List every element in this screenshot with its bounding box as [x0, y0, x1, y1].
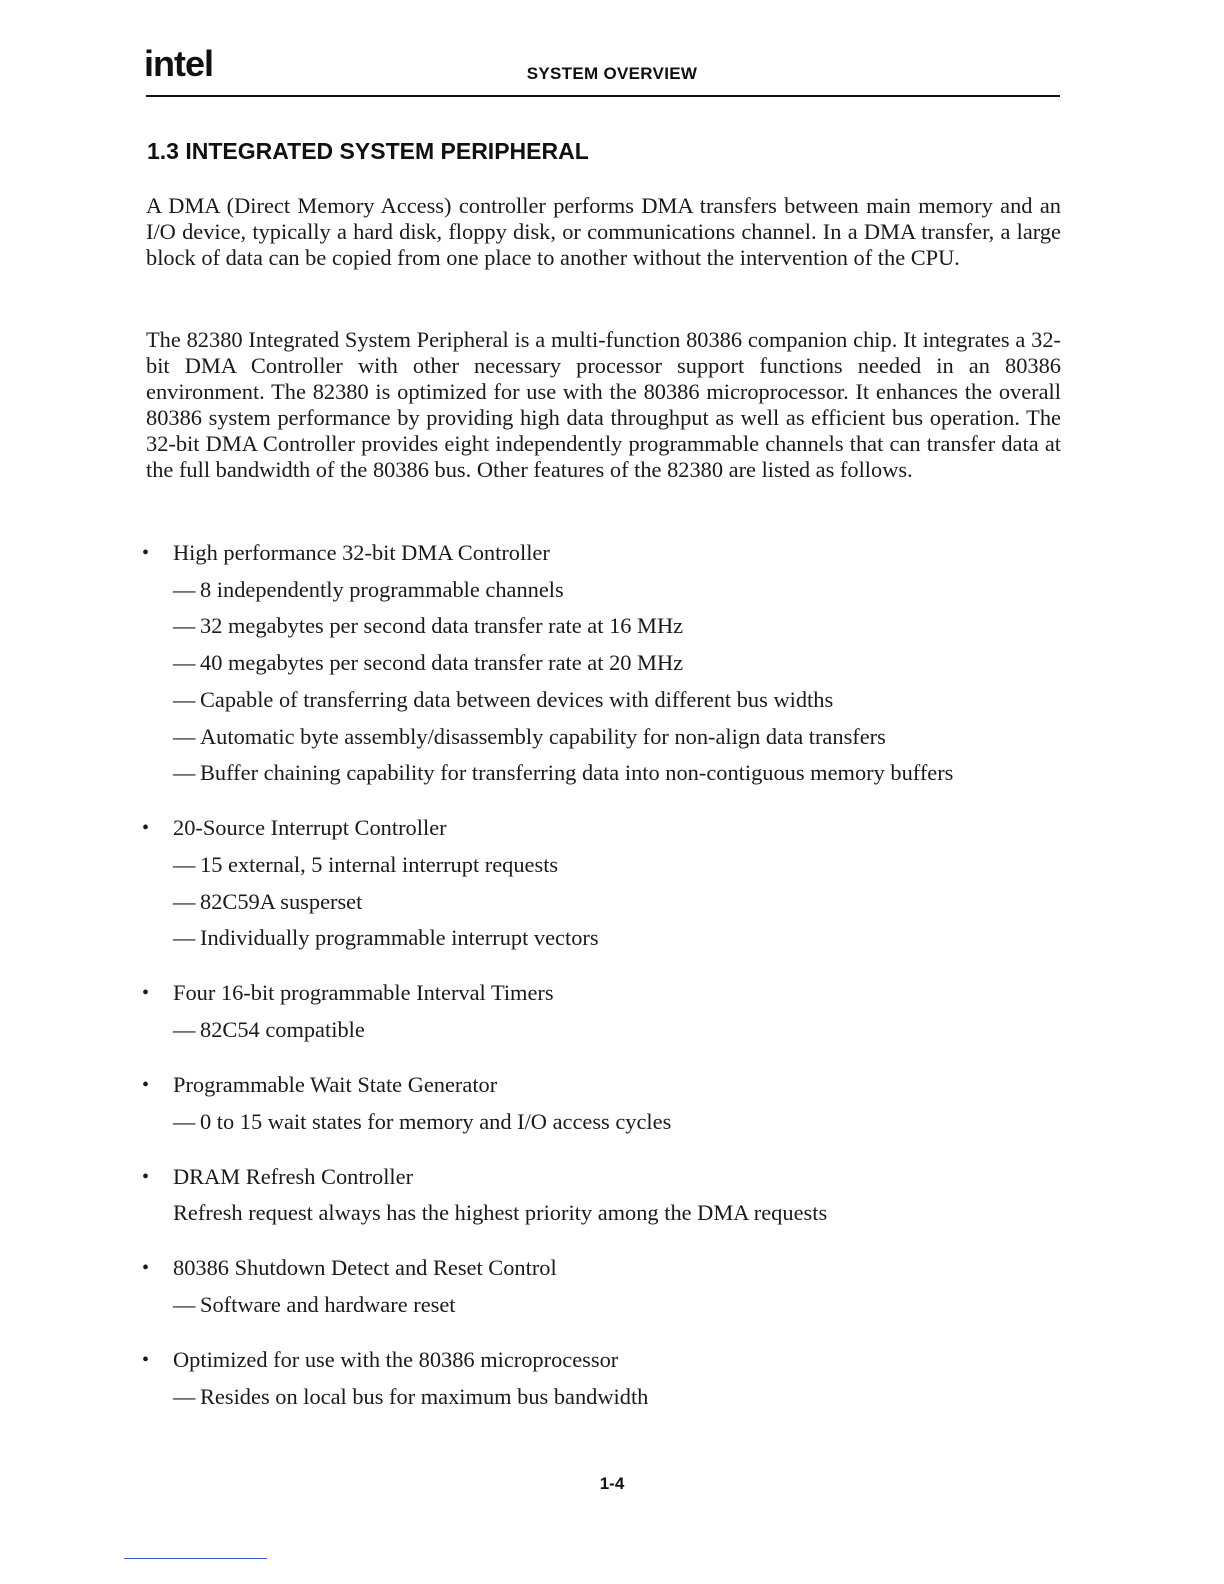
feature-item [142, 810, 1061, 957]
dash-icon: — [173, 1292, 196, 1318]
bullet-icon: • [142, 1349, 150, 1372]
feature-note: Refresh request always has the highest priority among the DMA requests [173, 1200, 828, 1226]
dash-icon: — [173, 1383, 196, 1409]
feature-subitem: — Individually programmable interrupt vectors [173, 920, 1061, 957]
feature-title: Optimized for use with the 80386 microprocessor [173, 1347, 619, 1373]
feature-subitem: — Software and hardware reset [173, 1287, 1061, 1324]
dash-icon: — [173, 925, 196, 951]
feature-subitem: — 8 independently programmable channels [173, 572, 1061, 609]
dash-icon: — [173, 888, 196, 914]
intel-logo: intel [144, 43, 214, 84]
feature-title: DRAM Refresh Controller [173, 1163, 414, 1189]
feature-item [142, 1342, 1061, 1415]
feature-subitem: — Buffer chaining capability for transferring data into non-contiguous memory buffers [173, 755, 1061, 792]
feature-title: Four 16-bit programmable Interval Timers [173, 980, 554, 1006]
feature-subitem: — Capable of transferring data between devices with different bus widths [173, 682, 1061, 719]
feature-subitem: — Automatic byte assembly/disassembly capability for non-align data transfers [173, 719, 1061, 756]
running-header: SYSTEM OVERVIEW [526, 64, 698, 83]
bullet-icon: • [142, 1257, 150, 1280]
feature-subitem: — 82C54 compatible [173, 1012, 1061, 1049]
feature-title: 80386 Shutdown Detect and Reset Control [173, 1255, 557, 1281]
feature-subitem: — 82C59A susperset [173, 884, 1061, 921]
section-title: 1.3 INTEGRATED SYSTEM PERIPHERAL [147, 138, 589, 164]
feature-subitem: — 32 megabytes per second data transfer rate at 16 MHz [173, 608, 1061, 645]
feature-title: Programmable Wait State Generator [173, 1072, 498, 1098]
bullet-icon: • [142, 1074, 150, 1097]
feature-subitem: — 0 to 15 wait states for memory and I/O access cycles [173, 1104, 1061, 1141]
bullet-icon: • [142, 817, 150, 840]
feature-subitem: — Resides on local bus for maximum bus bandwidth [173, 1379, 1061, 1416]
dash-icon: — [173, 760, 196, 786]
feature-item [142, 975, 1061, 1048]
feature-title: High performance 32-bit DMA Controller [173, 540, 550, 565]
dash-icon: — [173, 576, 196, 602]
feature-subitem: — 40 megabytes per second data transfer rate at 20 MHz [173, 645, 1061, 682]
footer-rule [124, 1558, 267, 1559]
dash-icon: — [173, 650, 196, 676]
feature-item [142, 535, 1061, 792]
page-number: 1-4 [599, 1474, 625, 1493]
bullet-icon: • [142, 1165, 150, 1188]
dash-icon: — [173, 613, 196, 639]
bullet-icon: • [142, 542, 150, 564]
feature-title: 20-Source Interrupt Controller [173, 815, 447, 841]
feature-item [142, 1250, 1061, 1323]
dash-icon: — [173, 1108, 196, 1134]
feature-item [142, 1067, 1061, 1140]
feature-list [142, 535, 1061, 1434]
dash-icon: — [173, 686, 196, 712]
dash-icon: — [173, 723, 196, 749]
feature-item [142, 1159, 1061, 1232]
intro-paragraph: A DMA (Direct Memory Access) controller performs DMA transfers between main memory and an I/O device, typically a hard disk, floppy disk, or communications channel. In a DMA transfer, a large block of data can be copied from one place to another without the intervention of the CPU. [146, 193, 1061, 270]
dash-icon: — [173, 851, 196, 877]
header-rule [146, 95, 1060, 97]
dash-icon: — [173, 1017, 196, 1043]
feature-subitem: — 15 external, 5 internal interrupt requests [173, 847, 1061, 884]
description-paragraph: The 82380 Integrated System Peripheral is a multi-function 80386 companion chip. It integrates a 32-bit DMA Controller with other necessary processor support functions needed in an 80386 environment. The 82380 is optimized for use with the 80386 microprocessor. It enhances the overall 80386 system performance by providing high data throughput as well as efficient bus operation. The 32-bit DMA Controller provides eight independently programmable channels that can transfer data at the full bandwidth of the 80386 bus. Other features of the 82380 are listed as follows. [146, 327, 1061, 482]
bullet-icon: • [142, 982, 150, 1005]
